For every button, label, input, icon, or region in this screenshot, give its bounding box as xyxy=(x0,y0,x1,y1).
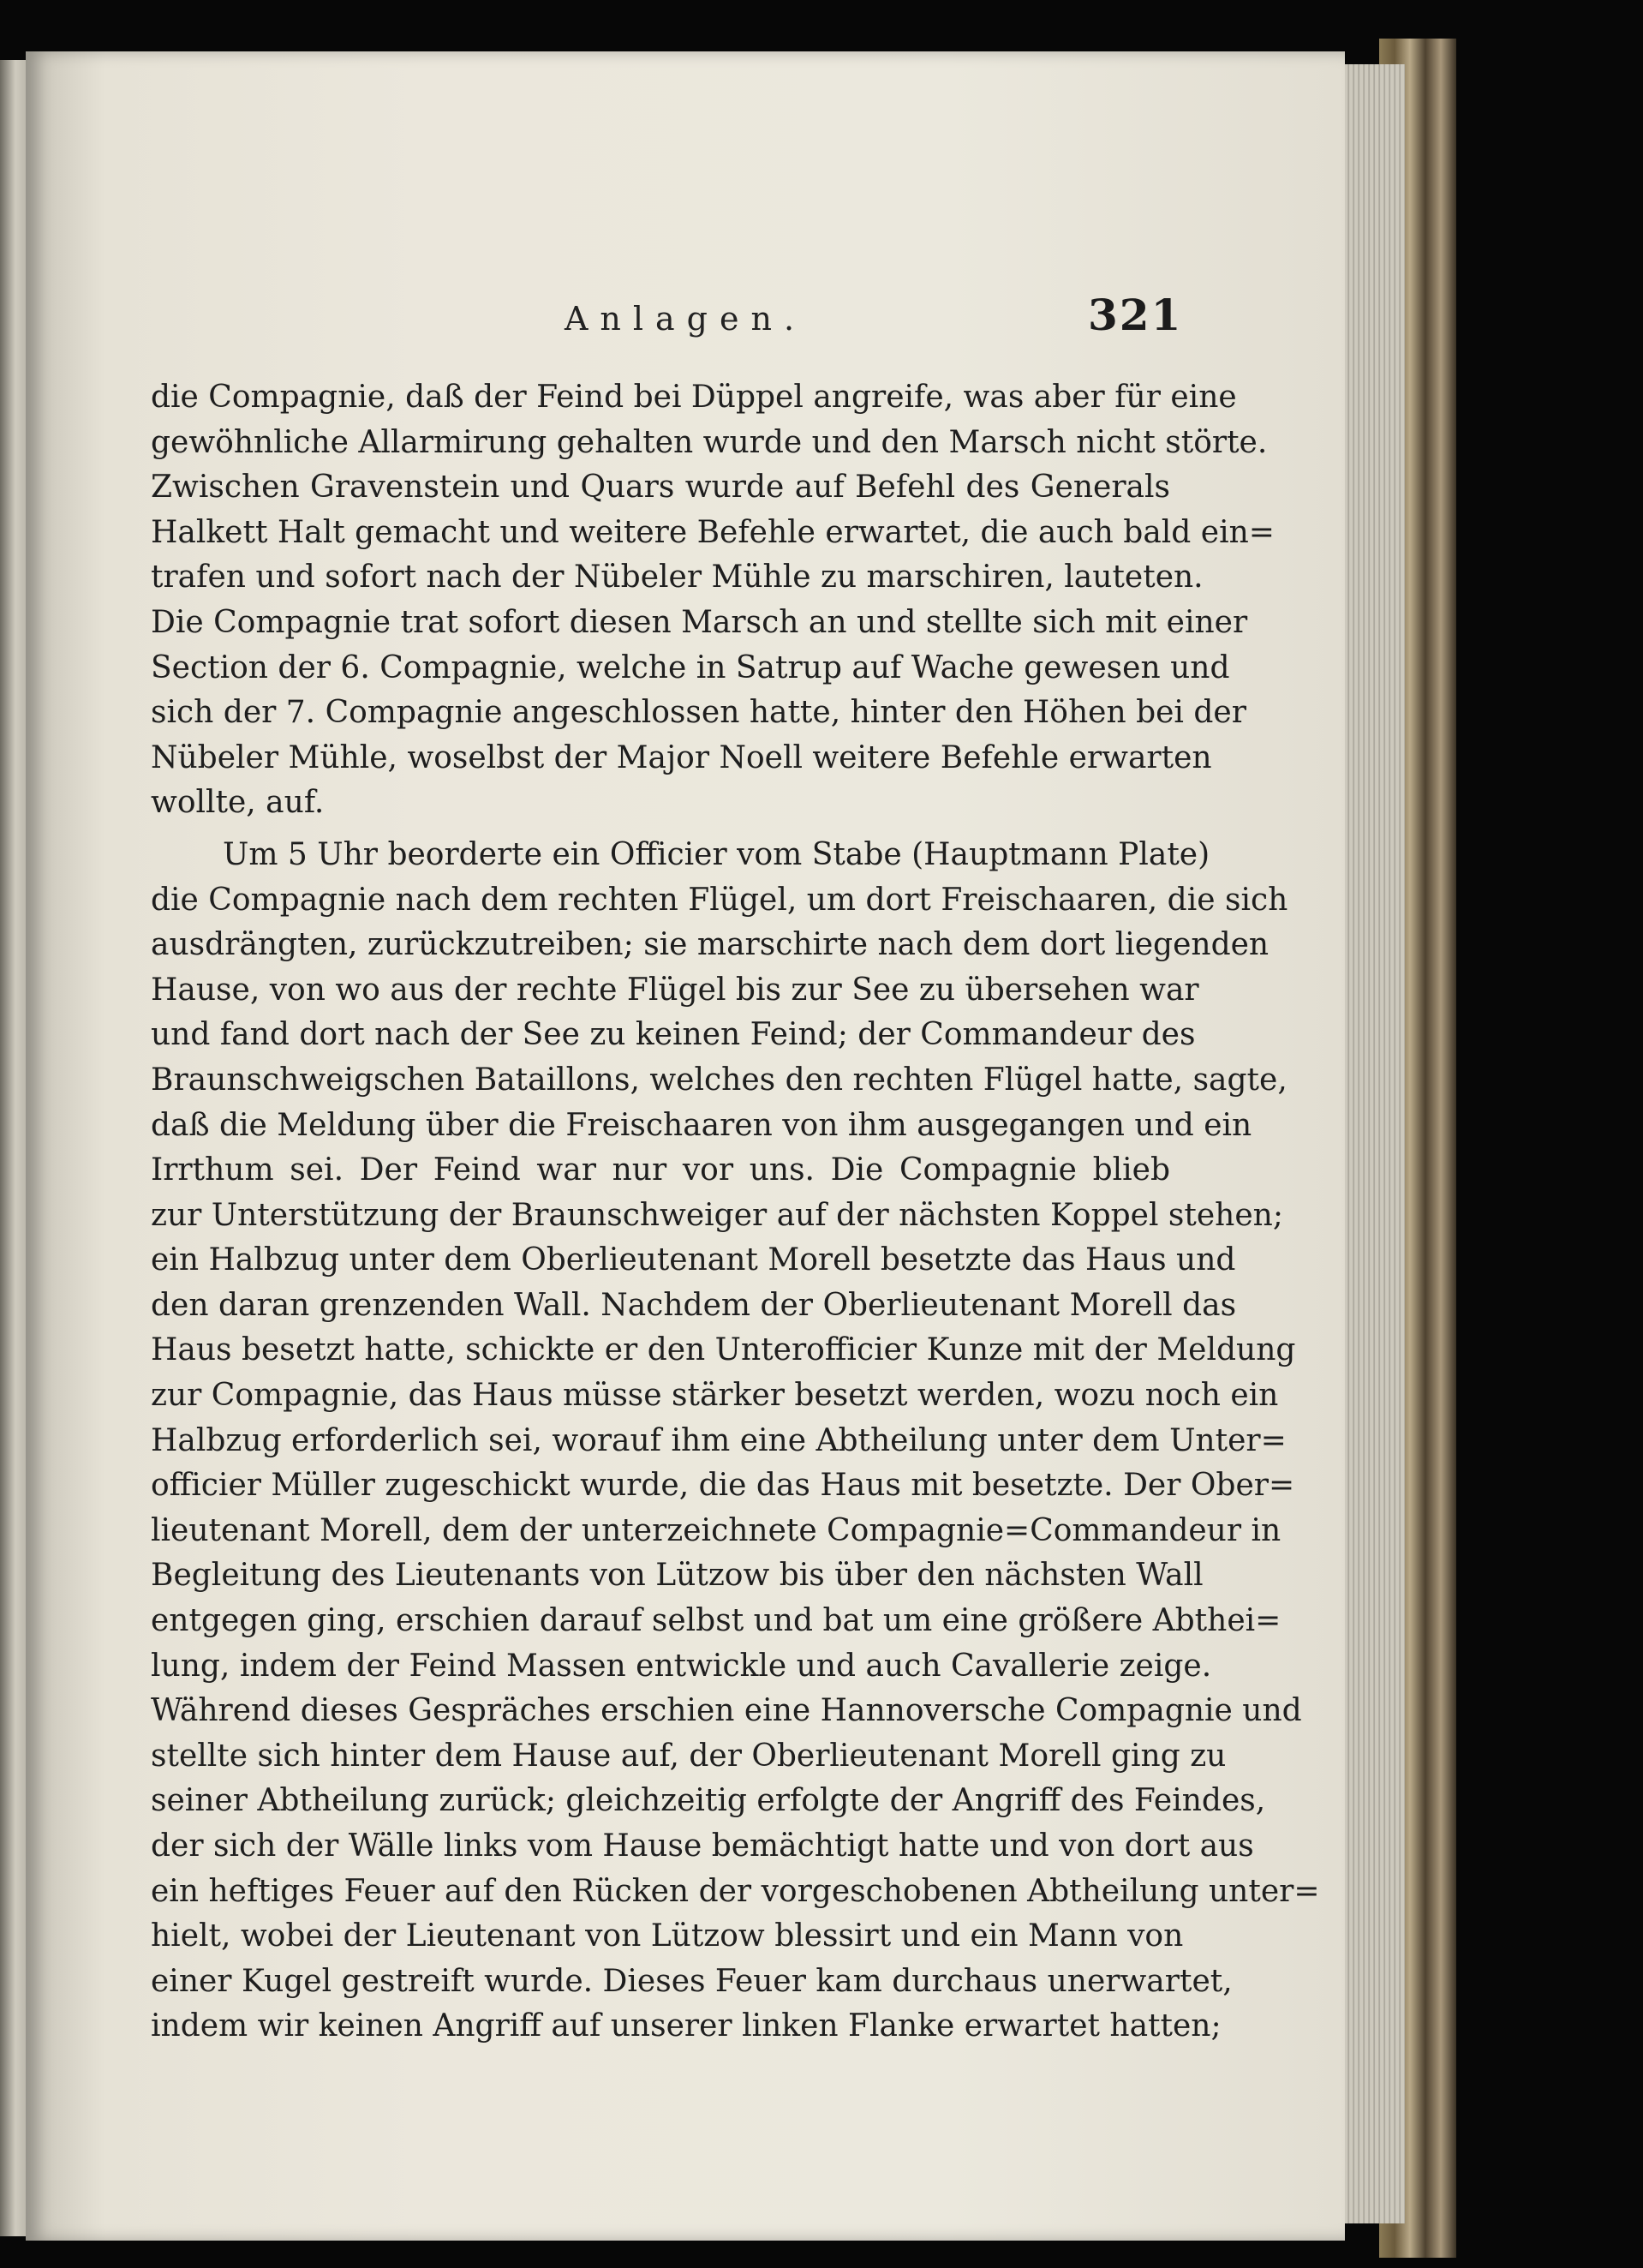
text-line: lieutenant Morell, dem der unterzeichnete Compagnie=Commandeur in xyxy=(151,1512,1282,1548)
text-line: daß die Meldung über die Freischaaren von ihm ausgegangen und ein xyxy=(151,1107,1252,1143)
book-page xyxy=(26,51,1345,2241)
text-line: zur Compagnie, das Haus müsse stärker besetzt werden, wozu noch ein xyxy=(151,1378,1279,1414)
text-line: Halbzug erforderlich sei, worauf ihm eine Abtheilung unter dem Unter= xyxy=(151,1422,1287,1458)
text-line: Hause, von wo aus der rechte Flügel bis zur See zu übersehen war xyxy=(151,972,1199,1008)
text-line: Braunschweigschen Bataillons, welches den rechten Flügel hatte, sagte, xyxy=(151,1062,1288,1098)
text-line: die Compagnie, daß der Feind bei Düppel angreife, was aber für eine xyxy=(151,380,1237,415)
text-line: seiner Abtheilung zurück; gleichzeitig erfolgte der Angriff des Feindes, xyxy=(151,1783,1266,1819)
text-line: indem wir keinen Angriff auf unserer linken Flanke erwartet hatten; xyxy=(151,2008,1222,2044)
text-line: sich der 7. Compagnie angeschlossen hatte, hinter den Höhen bei der xyxy=(151,695,1246,731)
paragraph xyxy=(151,833,1320,2050)
text-line: Nübeler Mühle, woselbst der Major Noell weitere Befehle erwarten xyxy=(151,739,1212,775)
text-line: Irrthum sei. Der Feind war nur vor uns. Die Compagnie blieb xyxy=(151,1152,1170,1188)
text-line: stellte sich hinter dem Hause auf, der Oberlieutenant Morell ging zu xyxy=(151,1738,1227,1774)
text-line: gewöhnliche Allarmirung gehalten wurde und den Marsch nicht störte. xyxy=(151,424,1268,460)
text-line: lung, indem der Feind Massen entwickle und auch Cavallerie zeige. xyxy=(151,1648,1212,1684)
running-title: Anlagen. xyxy=(564,300,807,338)
text-line: entgegen ging, erschien darauf selbst und bat um eine größere Abthei= xyxy=(151,1603,1282,1639)
text-line: Um 5 Uhr beorderte ein Officier vom Stabe (Hauptmann Plate) xyxy=(223,836,1210,872)
text-line: ein Halbzug unter dem Oberlieutenant Morell besetzte das Haus und xyxy=(151,1242,1236,1278)
paragraph-gap xyxy=(151,826,1170,833)
text-line: Halkett Halt gemacht und weitere Befehle erwartet, die auch bald ein= xyxy=(151,514,1275,550)
page-stack-edge xyxy=(1345,64,1405,2223)
text-line: Während dieses Gespräches erschien eine Hannoversche Compagnie und xyxy=(151,1693,1302,1729)
paragraph xyxy=(151,375,1275,826)
text-line: hielt, wobei der Lieutenant von Lützow blessirt und ein Mann von xyxy=(151,1918,1184,1954)
text-line: ausdrängten, zurückzutreiben; sie marschirte nach dem dort liegenden xyxy=(151,927,1270,963)
text-line: Section der 6. Compagnie, welche in Satrup auf Wache gewesen und xyxy=(151,649,1230,685)
text-line: einer Kugel gestreift wurde. Dieses Feuer kam durchaus unerwartet, xyxy=(151,1963,1233,1999)
facing-page-edge xyxy=(0,60,26,2236)
text-line: ein heftiges Feuer auf den Rücken der vorgeschobenen Abtheilung unter= xyxy=(151,1873,1320,1909)
text-line: officier Müller zugeschickt wurde, die das Haus mit besetzte. Der Ober= xyxy=(151,1468,1295,1504)
body-text xyxy=(151,375,1320,2050)
text-line: zur Unterstützung der Braunschweiger auf der nächsten Koppel stehen; xyxy=(151,1197,1283,1233)
text-line: Haus besetzt hatte, schickte er den Unterofficier Kunze mit der Meldung xyxy=(151,1332,1296,1368)
text-line: und fand dort nach der See zu keinen Feind; der Commandeur des xyxy=(151,1017,1196,1053)
text-line: der sich der Wälle links vom Hause bemächtigt hatte und von dort aus xyxy=(151,1828,1254,1864)
text-line: trafen und sofort nach der Nübeler Mühle zu marschiren, lauteten. xyxy=(151,560,1204,595)
text-line: Begleitung des Lieutenants von Lützow bis über den nächsten Wall xyxy=(151,1558,1204,1594)
text-line: den daran grenzenden Wall. Nachdem der Oberlieutenant Morell das xyxy=(151,1287,1237,1323)
text-line: wollte, auf. xyxy=(151,785,325,821)
page-number: 321 xyxy=(1088,290,1183,340)
text-line: Zwischen Gravenstein und Quars wurde auf Befehl des Generals xyxy=(151,470,1170,506)
text-line: die Compagnie nach dem rechten Flügel, um dort Freischaaren, die sich xyxy=(151,882,1288,918)
text-line: Die Compagnie trat sofort diesen Marsch an und stellte sich mit einer xyxy=(151,604,1248,640)
